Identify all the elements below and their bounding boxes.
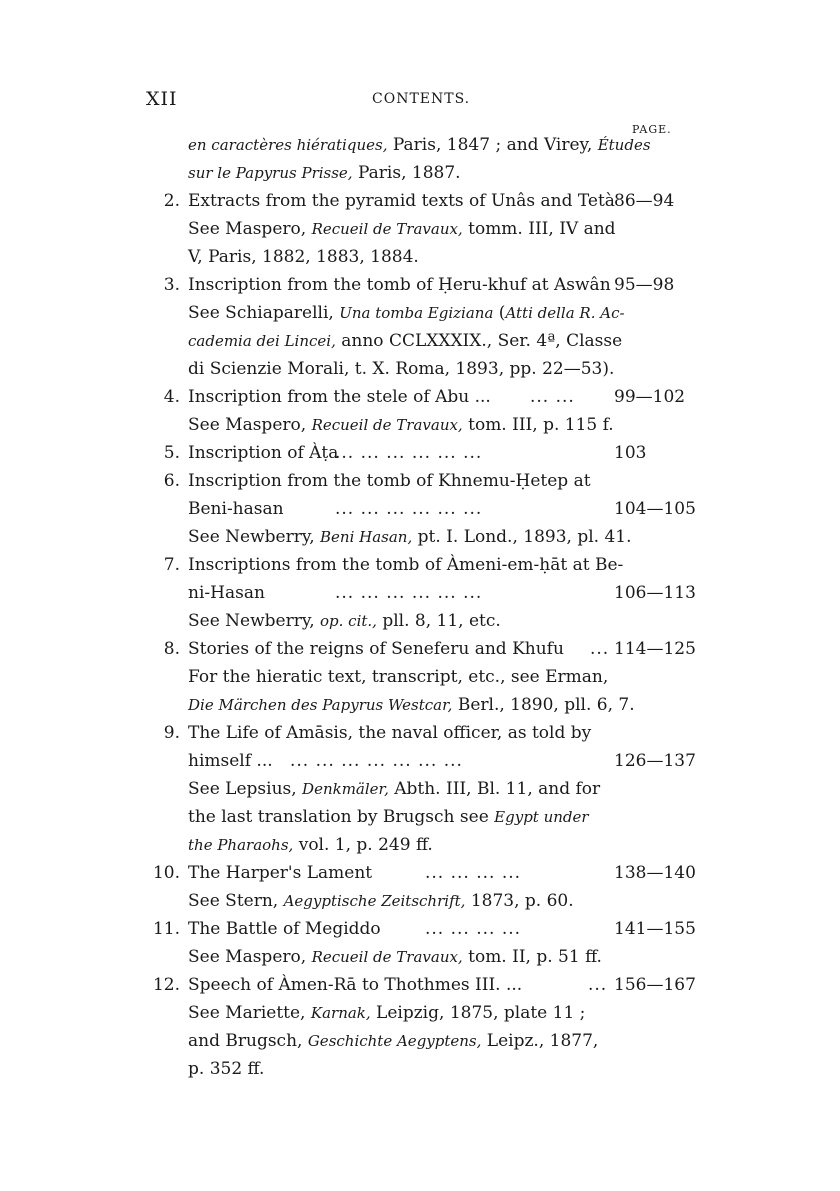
page-column-label: PAGE. [632, 123, 672, 136]
entry-title: Extracts from the pyramid texts of Unâs and Tetà [188, 191, 615, 211]
dot-leader: ... ... ... ... ... ... [335, 443, 483, 463]
dot-leader: ... [588, 975, 608, 995]
line-text: and Brugsch, [188, 1031, 308, 1051]
entry-pages: 106—113 [614, 583, 696, 603]
dot-leader: ... ... ... ... ... ... [335, 583, 483, 603]
line-text: pt. I. Lond., 1893, pl. 41. [412, 527, 632, 547]
entry-pages: 126—137 [614, 751, 696, 771]
contents-entry [0, 439, 840, 467]
entry-number: 8. [163, 639, 180, 659]
entry-title: Inscription from the tomb of Ḥeru-khuf at Aswân [188, 275, 611, 295]
italic-text: Recueil de Travaux, [311, 416, 463, 434]
contents-line [0, 215, 840, 243]
dot-leader: ... [590, 639, 610, 659]
contents-line [0, 691, 840, 719]
italic-text: the Pharaohs, [188, 836, 294, 854]
line-text: See Lepsius, [188, 779, 303, 799]
contents-line [0, 775, 840, 803]
italic-text: cademia dei Lincei, [188, 332, 336, 350]
entry-pages: 138—140 [614, 863, 696, 883]
contents-line [0, 1055, 840, 1083]
entry-number: 3. [163, 275, 180, 295]
line-text: anno CCLXXXIX., Ser. 4ª, Classe [335, 331, 623, 351]
line-text: Leipz., 1877, [481, 1031, 599, 1051]
entry-title: Inscriptions from the tomb of Àmeni-em-ḥāt at Be- [188, 555, 624, 575]
contents-line [0, 999, 840, 1027]
line-text: See Stern, [188, 891, 284, 911]
entry-pages: 156—167 [614, 975, 696, 995]
line-text: ( [493, 303, 506, 323]
italic-text: Geschichte Aegyptens, [307, 1032, 482, 1050]
line-text: Paris, 1887. [352, 163, 461, 183]
line-text: the last translation by Brugsch see [188, 807, 495, 827]
entry-title: The Harper's Lament [188, 863, 373, 883]
line-text: pll. 8, 11, etc. [376, 611, 501, 631]
entry-pages: 86—94 [614, 191, 675, 211]
contents-line [0, 159, 840, 187]
contents-entry [0, 383, 840, 411]
entry-number: 5. [163, 443, 180, 463]
line-text: tomm. III, IV and [462, 219, 616, 239]
entry-title: Stories of the reigns of Seneferu and Khufu [188, 639, 564, 659]
entry-number: 6. [163, 471, 180, 491]
contents-entry [0, 271, 840, 299]
contents-line [0, 495, 840, 523]
line-text: See Maspero, [188, 219, 312, 239]
contents-line [0, 299, 840, 327]
contents-entry [0, 971, 840, 999]
contents-entry [0, 635, 840, 663]
italic-text: Recueil de Travaux, [311, 220, 463, 238]
contents-line [0, 607, 840, 635]
line-text: Abth. III, Bl. 11, and for [388, 779, 601, 799]
contents-line [0, 943, 840, 971]
entry-pages: 99—102 [614, 387, 686, 407]
line-text: Beni-hasan [188, 499, 284, 519]
line-text: See Schiaparelli, [188, 303, 340, 323]
contents-entry [0, 187, 840, 215]
contents-entry [0, 719, 840, 747]
line-text: See Newberry, [188, 611, 321, 631]
contents-line [0, 579, 840, 607]
italic-text: Études [597, 136, 651, 154]
contents-line [0, 131, 840, 159]
line-text: tom. III, p. 115 f. [462, 415, 614, 435]
entry-pages: 141—155 [614, 919, 696, 939]
line-text: vol. 1, p. 249 ff. [293, 835, 433, 855]
dot-leader: ... ... ... ... ... ... [335, 499, 483, 519]
line-text: Leipzig, 1875, plate 11 ; [370, 1003, 586, 1023]
contents-line [0, 355, 840, 383]
italic-text: sur le Papyrus Prisse, [188, 164, 353, 182]
entry-title: Inscription from the stele of Abu ... [188, 387, 491, 407]
contents-line [0, 327, 840, 355]
line-text: p. 352 ff. [188, 1059, 265, 1079]
page-title: CONTENTS. [372, 91, 471, 107]
contents-line [0, 411, 840, 439]
contents-entry [0, 915, 840, 943]
contents-entry [0, 551, 840, 579]
line-text: See Mariette, [188, 1003, 311, 1023]
line-text: V, Paris, 1882, 1883, 1884. [188, 247, 419, 267]
contents-entry [0, 467, 840, 495]
line-text: Paris, 1847 ; and Virey, [387, 135, 598, 155]
line-text: For the hieratic text, transcript, etc., see Erman, [188, 667, 609, 687]
contents-line [0, 887, 840, 915]
italic-text: Aegyptische Zeitschrift, [283, 892, 466, 910]
italic-text: Recueil de Travaux, [311, 948, 463, 966]
entry-number: 2. [163, 191, 180, 211]
contents-entry [0, 859, 840, 887]
italic-text: en caractères hiératiques, [188, 136, 388, 154]
dot-leader: ... ... ... ... [425, 863, 522, 883]
line-text: See Newberry, [188, 527, 321, 547]
italic-text: Egypt under [494, 808, 589, 826]
italic-text: Una tomba Egiziana [339, 304, 494, 322]
contents-line [0, 1027, 840, 1055]
line-text: ni-Hasan [188, 583, 265, 603]
entry-number: 12. [152, 975, 180, 995]
contents-line [0, 523, 840, 551]
contents-line [0, 803, 840, 831]
entry-pages: 114—125 [614, 639, 696, 659]
entry-number: 4. [163, 387, 180, 407]
italic-text: op. cit., [320, 612, 377, 630]
page-number: XII [146, 88, 178, 110]
contents-line [0, 243, 840, 271]
dot-leader: ... ... ... ... [425, 919, 522, 939]
line-text: See Maspero, [188, 947, 312, 967]
line-text: di Scienzie Morali, t. X. Roma, 1893, pp. 22—53). [188, 359, 615, 379]
entry-pages: 104—105 [614, 499, 696, 519]
entry-number: 10. [152, 863, 180, 883]
line-text: Berl., 1890, pll. 6, 7. [452, 695, 635, 715]
entry-title: The Life of Amāsis, the naval officer, as told by [188, 723, 592, 743]
contents-line [0, 831, 840, 859]
italic-text: Denkmäler, [302, 780, 389, 798]
entry-number: 11. [152, 919, 180, 939]
italic-text: Beni Hasan, [320, 528, 413, 546]
entry-number: 7. [163, 555, 180, 575]
contents-line [0, 663, 840, 691]
entry-title: Inscription of Àṭa [188, 443, 339, 463]
italic-text: Atti della R. Ac- [505, 304, 625, 322]
line-text: See Maspero, [188, 415, 312, 435]
entry-pages: 95—98 [614, 275, 675, 295]
entry-title: The Battle of Megiddo [188, 919, 381, 939]
italic-text: Karnak, [310, 1004, 371, 1022]
line-text: 1873, p. 60. [465, 891, 574, 911]
dot-leader: ... ... ... ... ... ... ... [290, 751, 463, 771]
entry-pages: 103 [614, 443, 647, 463]
italic-text: Die Märchen des Papyrus Westcar, [188, 696, 453, 714]
entry-number: 9. [163, 723, 180, 743]
contents-line [0, 747, 840, 775]
line-text: tom. II, p. 51 ff. [462, 947, 602, 967]
entry-title: Speech of Àmen-Rā to Thothmes III. ... [188, 975, 523, 995]
dot-leader: ... ... [530, 387, 575, 407]
entry-title: Inscription from the tomb of Khnemu-Ḥetep at [188, 471, 591, 491]
line-text: himself ... [188, 751, 273, 771]
